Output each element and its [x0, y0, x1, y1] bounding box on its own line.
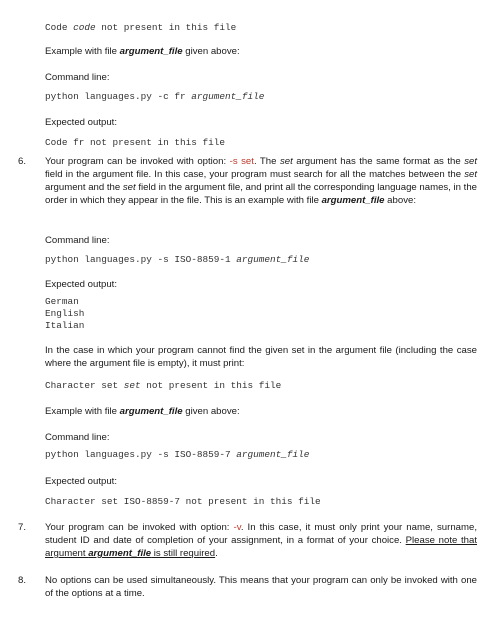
command-line: python languages.py -c fr argument_file [45, 91, 265, 102]
command-line-label: Command line: [45, 432, 110, 443]
item-6-paragraph: Your program can be invoked with option: -s set. The set argument has the same format as the set field in the argument file. In this case, your program must search for all the matches between the set argument and the set field in the argument file, and print all the corresponding language names, in the order in which they appear in the file. This is an example with file argument_file above: [45, 156, 478, 206]
output-line: Italian [45, 320, 85, 331]
output-line: English [45, 308, 85, 319]
command-line-label: Command line: [45, 72, 110, 83]
example-intro: Example with file argument_file given above: [45, 46, 240, 57]
command-line: python languages.py -s ISO-8859-1 argument_file [45, 254, 310, 265]
list-number-8: 8. [18, 575, 27, 586]
expected-output: Code fr not present in this file [45, 137, 226, 148]
command-line-label: Command line: [45, 235, 110, 246]
example-intro: Example with file argument_file given above: [45, 406, 240, 417]
expected-output-label: Expected output: [45, 476, 118, 487]
charset-not-present-template: Character set set not present in this file [45, 380, 282, 391]
command-line: python languages.py -s ISO-8859-7 argument_file [45, 449, 310, 460]
expected-output-label: Expected output: [45, 279, 118, 290]
list-number-7: 7. [18, 522, 27, 533]
list-number-6: 6. [18, 156, 27, 167]
expected-output: Character set ISO-8859-7 not present in this file [45, 496, 321, 507]
code-not-present-template: Code code not present in this file [45, 22, 237, 33]
output-line: German [45, 296, 79, 307]
expected-output-label: Expected output: [45, 117, 118, 128]
item-8-paragraph: No options can be used simultaneously. This means that your program can only be invoked with one of the options at a time. [45, 575, 477, 599]
not-found-paragraph: In the case in which your program cannot find the given set in the argument file (including the case where the argument file is empty), it must print: [45, 345, 477, 369]
item-7-paragraph: Your program can be invoked with option: -v. In this case, it must only print your name, surname, student ID and date of completion of your assignment, in a format of your choice. Please note that argument argument_file is still required. [45, 522, 478, 559]
